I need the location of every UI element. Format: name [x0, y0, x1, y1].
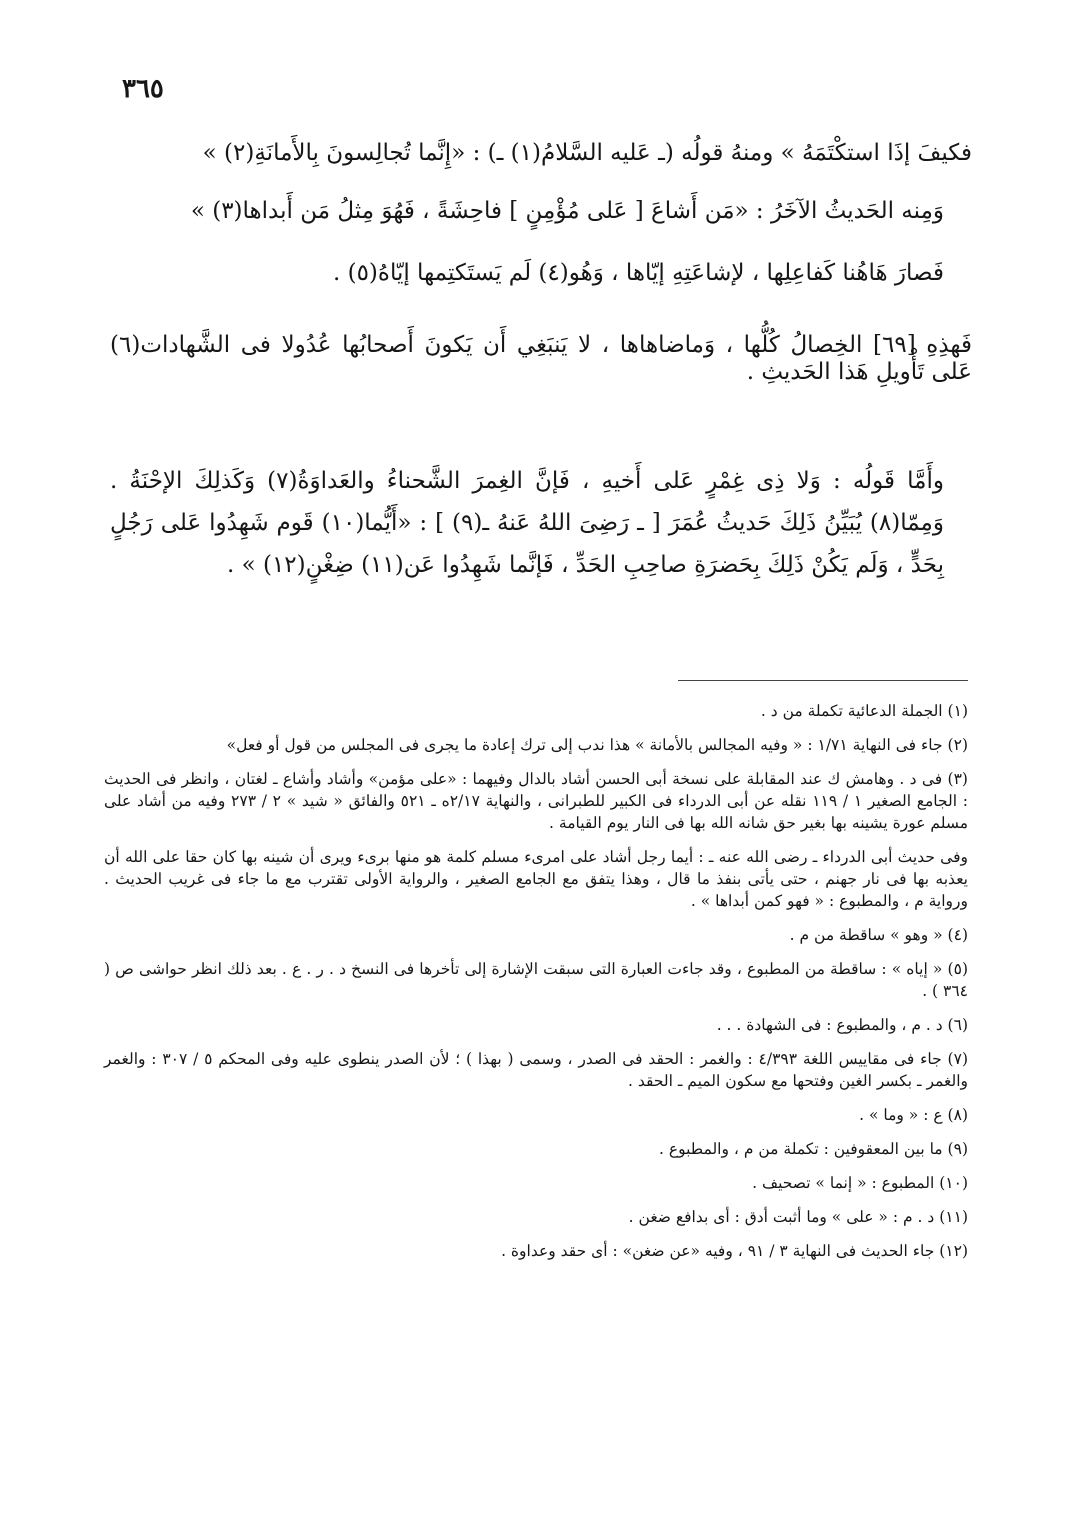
footnote-text: ما بين المعقوفين : تكملة من م ، والمطبوع . [659, 1140, 943, 1158]
footnote-text: د . م ، والمطبوع : فى الشهادة . . . [716, 1016, 943, 1034]
footnote-separator [678, 680, 968, 681]
footnotes [104, 700, 968, 1274]
footnote-9 [104, 1138, 968, 1160]
footnote-1 [104, 700, 968, 722]
footnote-number: (١) [947, 702, 968, 720]
footnote-text: د . م : « على » وما أثبت أدق : أى بدافع ضغن . [628, 1208, 935, 1226]
footnote-number: (٦) [947, 1016, 968, 1034]
footnote-text: جاء فى مقاييس اللغة ٤/٣٩٣ : والغمر : الحقد فى الصدر ، وسمى ( بهذا ) ؛ لأن الصدر ينطوى عليه وفى المحكم ٥ / ٣٠٧ : والغمر والغمر ـ بكسر الغين وفتحها مع سكون الميم ـ الحقد . [104, 1050, 968, 1090]
footnote-number: (٤) [947, 926, 968, 944]
footnote-number: (٧) [947, 1050, 968, 1068]
footnote-10 [104, 1172, 968, 1194]
footnote-number: (١٢) [939, 1242, 968, 1260]
main-paragraph-4: فَهذِهِ [٦٩] الخِصالُ كُلُّها ، وَماضاهاها ، لا يَنبَغِي أَن يَكونَ أَصحابُها عُدُولا فى الشَّهادات(٦) عَلى تَأْويلِ هَذا الحَديثِ . [110, 332, 972, 385]
main-paragraph-2: وَمِنه الحَديثُ الآخَرُ : «مَن أَشاعَ [ عَلى مُؤْمِنٍ ] فاحِشَةً ، فَهُوَ مِثلُ مَن أَبداها(٣) » [190, 198, 944, 224]
footnote-text: وفى حديث أبى الدرداء ـ رضى الله عنه ـ : أيما رجل أشاد على امرىء مسلم كلمة هو منها برىء ويرى أن شينه بها كان حقا على الله أن يعذبه بها فى نار جهنم ، حتى يأتى بنفذ ما قال ، وهذا يتفق مع الجامع الصغير ، والرواية الأولى تقترب مع ما جاء فى غريب الحديث . ورواية م ، والمطبوع : « فهو كمن أبداها » . [104, 848, 968, 910]
footnote-number: (١١) [939, 1208, 968, 1226]
footnote-text: الجملة الدعائية تكملة من د . [760, 702, 943, 720]
main-paragraph-5: وأَمَّا قَولُه : وَلا ذِى غِمْرٍ عَلى أَخيهِ ، فَإنَّ الغِمرَ الشَّحناءُ والعَداوَةُ(٧) وَكَذلِكَ الإحْنَةُ . وَمِمّا(٨) يُبَيِّنُ ذَلِكَ حَديثُ عُمَرَ [ ـ رَضِىَ اللهُ عَنهُ ـ(٩) ] : «أَيُّما(١٠) قَوم شَهِدُوا عَلى رَجُلٍ بِحَدٍّ ، وَلَم يَكُنْ ذَلِكَ بِحَضرَةِ صاحِبِ الحَدِّ ، فَإنَّما شَهِدُوا عَن(١١) ضِغْنٍ(١٢) » . [110, 468, 944, 578]
footnote-text: جاء فى النهاية ١/٧١ : « وفيه المجالس بالأمانة » هذا ندب إلى ترك إعادة ما يجرى فى المجلس من قول أو فعل» [226, 736, 943, 754]
footnote-12 [104, 1240, 968, 1262]
footnote-8 [104, 1104, 968, 1126]
page-number: ٣٦٥ [122, 74, 164, 104]
footnote-number: (٩) [947, 1140, 968, 1158]
footnote-number: (٥) [947, 960, 968, 978]
footnote-text: ع : « وما » . [859, 1106, 943, 1124]
footnote-number: (٢) [947, 736, 968, 754]
footnote-7 [104, 1048, 968, 1092]
footnote-text: فى د . وهامش ك عند المقابلة على نسخة أبى الحسن أشاد بالدال وفيهما : «على مؤمن» وأشاد وأشاع ـ لغتان ، وانظر فى الحديث : الجامع الصغير ١ / ١١٩ نقله عن أبى الدرداء فى الكبير للطبرانى ، والنهاية ٢/١٧ه ـ ٥٢١ والفائق « شيد » ٢ / ٢٧٣ وفيه من أشاد على مسلم عورة يشينه بها بغير حق شانه الله بها فى النار يوم القيامة . [104, 770, 968, 832]
footnote-4 [104, 924, 968, 946]
main-text [110, 140, 972, 586]
footnote-number: (٣) [947, 770, 968, 788]
footnote-3-continuation [104, 846, 968, 912]
footnote-number: (١٠) [939, 1174, 968, 1192]
main-paragraph-3: فَصارَ هَاهُنا كَفاعِلِها ، لإشاعَتِهِ إيّاها ، وَهُو(٤) لَم يَستَكتِمها إيّاهُ(٥) . [332, 260, 944, 286]
footnote-11 [104, 1206, 968, 1228]
footnote-2 [104, 734, 968, 756]
main-paragraph-1: فكيفَ إذَا استكْتَمَهُ » ومنهُ قولُه (ـ عَليه السَّلامُ(١) ـ) : «إِنَّما تُجالِسونَ بِالأَمانَةِ(٢) » [202, 140, 972, 166]
footnote-text: جاء الحديث فى النهاية ٣ / ٩١ ، وفيه «عن ضغن» : أى حقد وعداوة . [501, 1242, 935, 1260]
footnote-5 [104, 958, 968, 1002]
footnote-text: « وهو » ساقطة من م . [789, 926, 943, 944]
footnote-text: المطبوع : « إنما » تصحيف . [752, 1174, 935, 1192]
footnote-text: « إياه » : ساقطة من المطبوع ، وقد جاءت العبارة التى سبقت الإشارة إلى تأخرها فى النسخ د . ر . ع . بعد ذلك انظر حواشى ص ( ٣٦٤ ) . [104, 960, 968, 1000]
footnote-number: (٨) [947, 1106, 968, 1124]
footnote-6 [104, 1014, 968, 1036]
footnote-3 [104, 768, 968, 834]
